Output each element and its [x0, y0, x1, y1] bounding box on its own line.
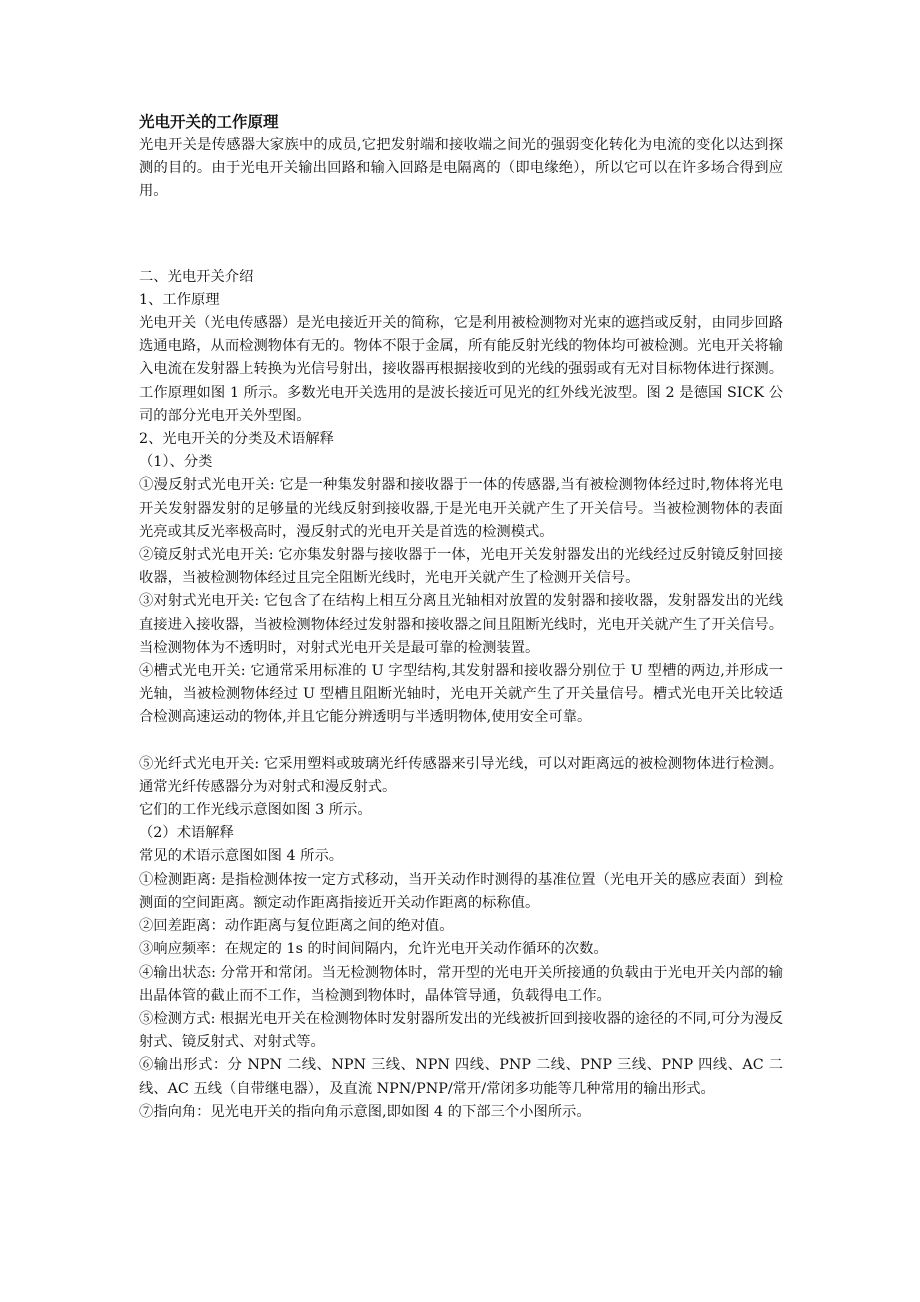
- classification-item: ⑤光纤式光电开关: 它采用塑料或玻璃光纤传感器来引导光线，可以对距离远的被检测物体进行检测。通常光纤传感器分为对射式和漫反射式。: [139, 755, 783, 795]
- classification-heading: （1）、分类: [139, 454, 213, 471]
- document-title: 光电开关的工作原理: [139, 113, 279, 131]
- terms-heading: （2）术语解释: [139, 825, 234, 842]
- figure-reference: 它们的工作光线示意图如图 3 所示。: [139, 802, 372, 819]
- terms-intro: 常见的术语示意图如图 4 所示。: [139, 848, 344, 865]
- working-principle-paragraph: 光电开关（光电传感器）是光电接近开关的简称，它是利用被检测物对光束的遮挡或反射，由同步回路选通电路，从而检测物体有无的。物体不限于金属，所有能反射光线的物体均可被检测。光电开关将输入电流在发射器上转换为光信号射出，接收器再根据接收到的光线的强弱或有无对目标物体进行探测。工作原理如图 1 所示。多数光电开关选用的是波长接近可见光的红外线光波型。图 2 是德国 SICK 公司的部分光电开关外型图。: [139, 315, 783, 424]
- term-item: ④输出状态: 分常开和常闭。当无检测物体时，常开型的光电开关所接通的负载由于光电开关内部的输出晶体管的截止而不工作，当检测到物体时，晶体管导通，负载得电工作。: [139, 964, 783, 1004]
- term-item: ⑤检测方式: 根据光电开关在检测物体时发射器所发出的光线被折回到接收器的途径的不同,可分为漫反射式、镜反射式、对射式等。: [139, 1010, 783, 1051]
- spacer: [139, 204, 783, 266]
- term-item: ⑦指向角：见光电开关的指向角示意图,即如图 4 的下部三个小图所示。: [139, 1103, 591, 1120]
- document-body: [139, 111, 783, 1124]
- classification-item: ②镜反射式光电开关: 它亦集发射器与接收器于一体，光电开关发射器发出的光线经过反射镜反射回接收器，当被检测物体经过且完全阻断光线时，光电开关就产生了检测开关信号。: [139, 547, 783, 587]
- subsection-heading: 1、工作原理: [139, 291, 220, 308]
- subsection-heading: 2、光电开关的分类及术语解释: [139, 431, 334, 448]
- term-item: ②回差距离：动作距离与复位距离之间的绝对值。: [139, 918, 454, 935]
- classification-item: ④槽式光电开关: 它通常采用标准的 U 字型结构,其发射器和接收器分别位于 U 型槽的两边,并形成一光轴，当被检测物体经过 U 型槽且阻断光轴时，光电开关就产生了开关量信号。槽式光电开关比较适合检测高速运动的物体,并且它能分辨透明与半透明物体,使用安全可靠。: [139, 663, 783, 726]
- section-heading: 二、光电开关介绍: [139, 268, 254, 285]
- term-item: ③响应频率：在规定的 1s 的时间间隔内，允许光电开关动作循环的次数。: [139, 941, 608, 958]
- classification-item: ①漫反射式光电开关: 它是一种集发射器和接收器于一体的传感器,当有被检测物体经过时,物体将光电开关发射器发射的足够量的光线反射到接收器,于是光电开关就产生了开关信号。当被检测物体的表面光亮或其反光率极高时，漫反射式的光电开关是首选的检测模式。: [139, 477, 783, 540]
- spacer: [139, 730, 783, 753]
- term-item: ⑥输出形式：分 NPN 二线、NPN 三线、NPN 四线、PNP 二线、PNP 三线、PNP 四线、AC 二线、AC 五线（自带继电器），及直流 NPN/PNP/常开/常闭多功能等几种常用的输出形式。: [139, 1057, 783, 1097]
- intro-paragraph: 光电开关是传感器大家族中的成员,它把发射端和接收端之间光的强弱变化转化为电流的变化以达到探测的目的。由于光电开关输出回路和输入回路是电隔离的（即电缘绝），所以它可以在许多场合得到应用。: [139, 137, 783, 200]
- term-item: ①检测距离: 是指检测体按一定方式移动，当开关动作时测得的基准位置（光电开关的感应表面）到检测面的空间距离。额定动作距离指接近开关动作距离的标称值。: [139, 871, 783, 911]
- classification-item: ③对射式光电开关: 它包含了在结构上相互分离且光轴相对放置的发射器和接收器，发射器发出的光线直接进入接收器，当被检测物体经过发射器和接收器之间且阻断光线时，光电开关就产生了开关信号。当检测物体为不透明时，对射式光电开关是最可靠的检测装置。: [139, 593, 783, 656]
